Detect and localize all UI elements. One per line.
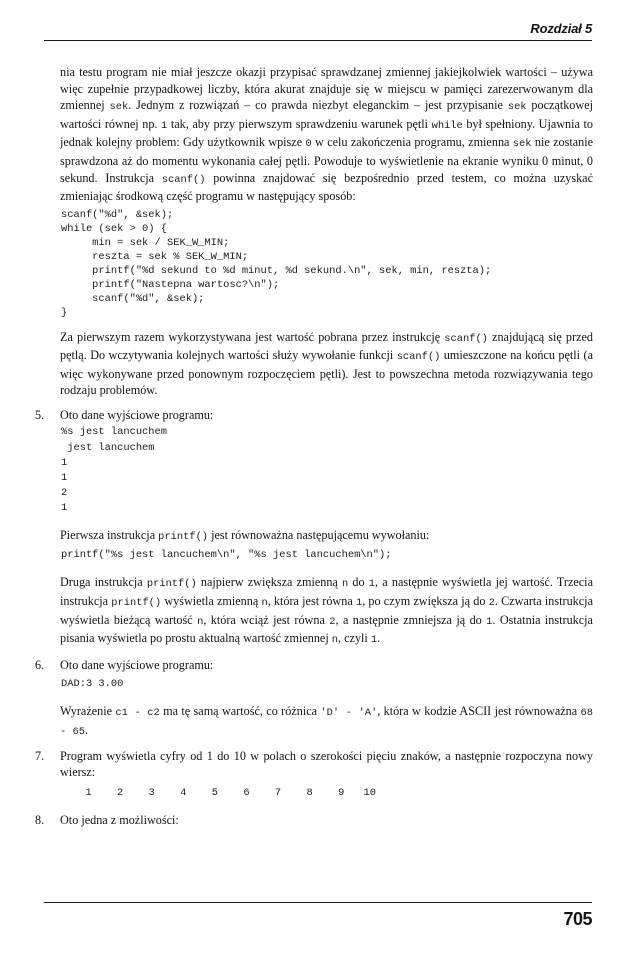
inline-code: 1 <box>161 119 168 132</box>
text-run: . <box>377 631 381 646</box>
text-run: ma tę samą wartość, co różnica <box>159 704 321 719</box>
inline-code: while <box>431 119 463 132</box>
text-run: wyświetla zmienną <box>161 593 262 608</box>
item-number: 6. <box>35 657 45 672</box>
inline-code: printf() <box>111 596 162 609</box>
text-run: najpierw zwiększa zmienną <box>196 575 343 590</box>
inline-code: 0 <box>305 138 312 151</box>
digit-cell: 4 <box>180 786 187 799</box>
digit-cell: 2 <box>116 786 124 799</box>
inline-code: sek <box>109 101 129 114</box>
text-run: , a następnie zmniejsza ją do <box>335 612 487 627</box>
text-run: powinna znajdować się bezpośrednio przed testem, co można uzyskać zmieniając środkową część programu w następujący sposób: <box>60 170 593 204</box>
code-listing: scanf("%d", &sek); while (sek > 0) { min = sek / SEK_W_MIN; reszta = sek % SEK_W_MIN; printf("%d sekund to %d minut, %d sekund.\n", sek, min, reszta); printf("Nastepna wartosc?\n"); scanf("%d", &sek); } <box>61 208 492 320</box>
item-paragraph <box>60 527 593 546</box>
item-number: 5. <box>35 407 45 422</box>
text-run: , a następnie wyświetla jej wartość. Trzecia instrukcja <box>60 575 593 608</box>
inline-code: 68 - 65 <box>60 707 594 739</box>
text-run: Pierwsza instrukcja <box>60 527 159 542</box>
intro-paragraph-2 <box>60 329 593 399</box>
inline-code: sek <box>507 101 527 114</box>
text-run: jest równoważna następującemu wywołaniu: <box>208 527 430 542</box>
text-run: Za pierwszym razem wykorzystywana jest wartość pobrana przez instrukcję <box>60 329 445 344</box>
inline-code: n <box>342 578 349 591</box>
text-run: . Ostatnia instrukcja pisania wyświetla po prostu aktualną wartość zmiennej <box>60 612 593 646</box>
text-run: Wyrażenie <box>60 704 116 719</box>
text-run: początkowej wartości równej np. <box>60 98 594 131</box>
page-body <box>35 64 594 828</box>
inline-code: 1 <box>355 596 363 609</box>
text-run: w celu zakończenia programu, zmienna <box>311 135 513 150</box>
answer-item-8 <box>35 812 593 829</box>
item-lead: Program wyświetla cyfry od 1 do 10 w polach o szerokości pięciu znaków, a następnie rozpoczyna nowy wiersz: <box>60 748 593 780</box>
inline-code: 1 <box>370 634 378 647</box>
digit-cell: 6 <box>243 786 250 799</box>
item-number: 8. <box>35 812 45 827</box>
text-run: . Czwarta instrukcja wyświetla bieżącą wartość <box>60 593 593 627</box>
inline-code: 1 <box>368 578 376 591</box>
page-number: 705 <box>563 909 592 929</box>
text-run: do <box>348 575 369 590</box>
footer-rule <box>44 902 592 903</box>
text-run: Druga instrukcja <box>60 575 147 590</box>
chapter-header: Rozdział 5 <box>530 21 592 36</box>
answer-item-7 <box>35 748 593 801</box>
text-run: nie zostanie sprawdzona aż do momentu wykonania całej pętli. Powoduje to wyświetlenie na ekranie wyniku 0 minut, 0 sekund. Instrukcja <box>60 135 594 185</box>
inline-code: printf() <box>146 578 197 591</box>
text-run: , która w kodzie ASCII jest równoważna <box>377 704 581 719</box>
code-line: printf("%s jest lancuchem\n", "%s jest lancuchem\n"); <box>61 549 392 562</box>
inline-code: scanf() <box>161 173 206 186</box>
intro-paragraph <box>60 64 593 205</box>
program-output: %s jest lancuchem jest lancuchem 1 1 2 1 <box>61 426 168 515</box>
text-run: nia testu program nie miał jeszcze okazji przypisać sprawdzanej zmiennej jakiejkolwiek wartości – używa więc zupełnie przypadkowej liczby, która akurat znajduje się w miejscu w pamięci zarezerwowanym dla zmiennej <box>60 65 593 113</box>
digit-cell: 7 <box>274 786 282 799</box>
text-run: . Jednym z rozwiązań – co prawda niezbyt eleganckim – jest przypisanie <box>128 98 508 113</box>
text-run: tak, aby przy pierwszym sprawdzeniu warunek pętli <box>167 116 432 131</box>
inline-code: scanf() <box>396 351 441 364</box>
item-lead: Oto dane wyjściowe programu: <box>60 657 214 672</box>
text-run: znajdującą się przed pętlą. Do wczytywania kolejnych wartości służy wywołanie funkcji <box>60 329 593 363</box>
inline-code: sek <box>512 138 532 151</box>
inline-code: 2 <box>329 615 336 628</box>
item-paragraph-2 <box>60 574 593 648</box>
digit-cell: 3 <box>148 786 155 799</box>
inline-code: n <box>197 615 204 628</box>
digit-cell: 1 <box>85 786 92 799</box>
text-run: , po czym zwiększa ją do <box>362 593 489 608</box>
text-run: , która jest równa <box>267 593 356 608</box>
item-lead: Oto dane wyjściowe programu: <box>60 407 214 422</box>
digit-cell: 9 <box>338 786 345 799</box>
digit-cell: 8 <box>306 786 313 799</box>
inline-code: scanf() <box>444 332 488 345</box>
program-output: DAD:3 3.00 <box>61 678 124 691</box>
item-paragraph <box>60 703 593 740</box>
inline-code: n <box>261 596 268 609</box>
digit-cell: 5 <box>211 786 218 799</box>
text-run: , czyli <box>338 631 371 646</box>
inline-code: c1 - c2 <box>115 707 160 720</box>
inline-code: printf() <box>158 530 209 543</box>
item-lead: Oto jedna z możliwości: <box>60 812 179 827</box>
text-run: umieszczone na końcu pętli (a więc wykonywane przed ponownym rozpoczęciem pętli). Jest to powszechna metoda rozwiązywania tego rodzaju problemów. <box>60 348 593 398</box>
answer-item-6 <box>35 657 594 741</box>
text-run: . <box>84 723 88 738</box>
inline-code: 'D' - 'A' <box>320 707 378 720</box>
item-number: 7. <box>35 748 45 763</box>
header-rule <box>44 40 592 41</box>
digit-cell: 10 <box>363 786 376 799</box>
text-run: był spełniony. Ujawnia to jednak kolejny problem: Gdy użytkownik wpisze <box>60 116 593 150</box>
digits-output <box>60 785 593 801</box>
inline-code: n <box>331 634 339 647</box>
answer-item-5 <box>35 407 593 649</box>
text-run: , która wciąż jest równa <box>203 612 330 627</box>
inline-code: 2 <box>488 596 495 609</box>
inline-code: 1 <box>486 615 493 628</box>
